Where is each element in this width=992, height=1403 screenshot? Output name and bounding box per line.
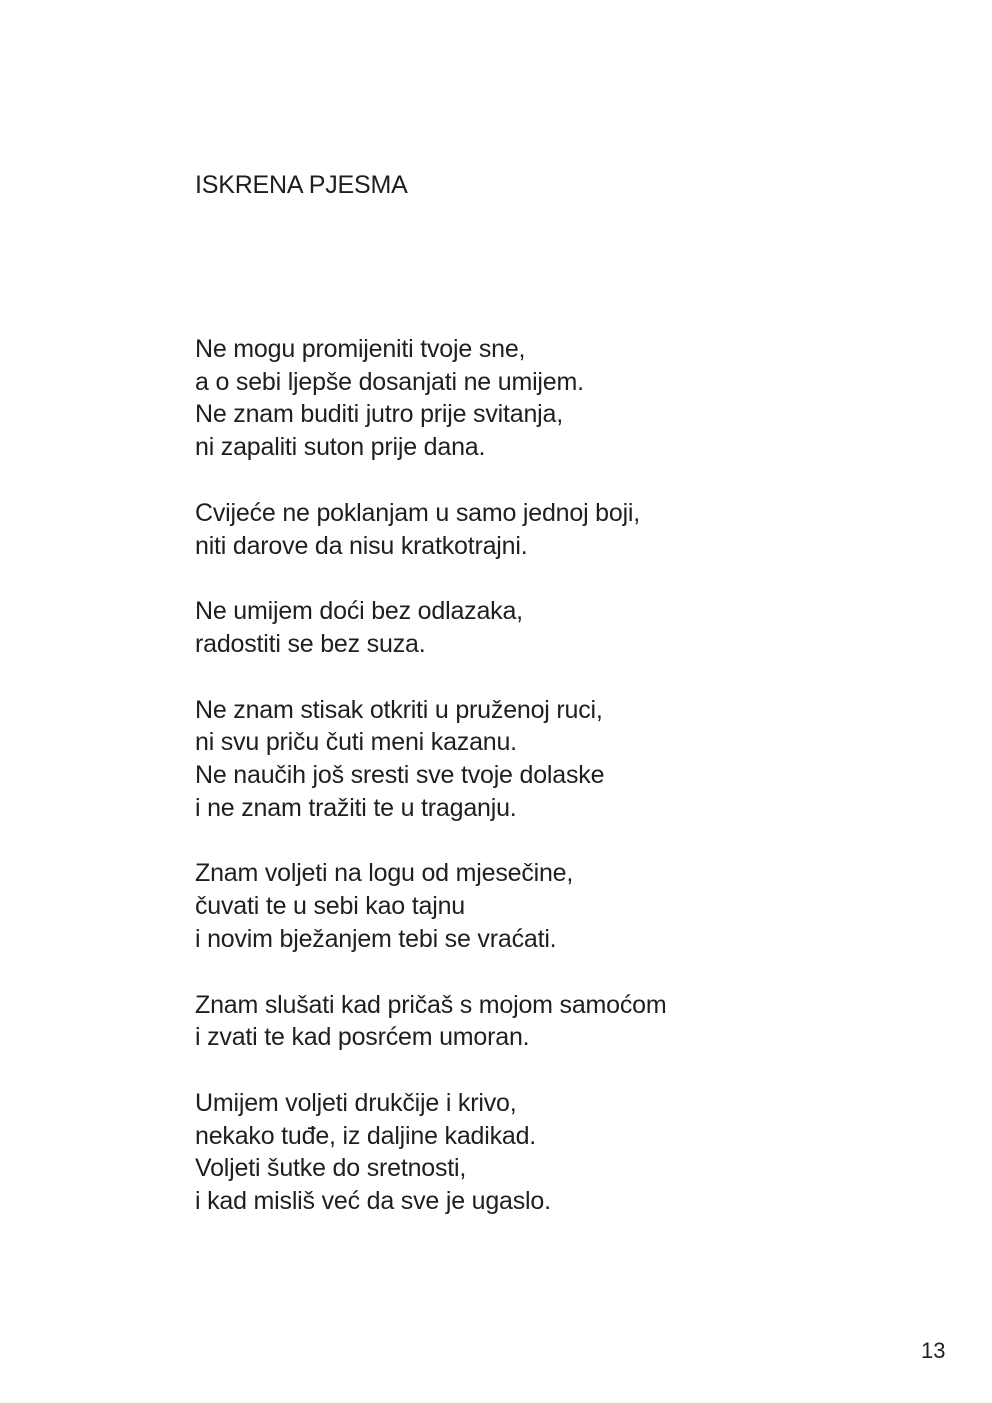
- poem-body: [195, 333, 895, 1251]
- poem-line: Ne naučih još sresti sve tvoje dolaske: [195, 761, 605, 790]
- poem-line: Ne mogu promijeniti tvoje sne,: [195, 335, 526, 363]
- poem-line: Voljeti šutke do sretnosti,: [195, 1154, 467, 1183]
- poem-line: Znam slušati kad pričaš s mojom samoćom: [195, 990, 667, 1019]
- poem-line: i zvati te kad posrćem umoran.: [195, 1023, 530, 1052]
- poem-line: Ne umijem doći bez odlazaka,: [195, 597, 523, 626]
- stanza-1: [195, 333, 895, 464]
- poem-line: a o sebi ljepše dosanjati ne umijem.: [195, 367, 584, 396]
- poem-line: Cvijeće ne poklanjam u samo jednoj boji,: [195, 498, 641, 527]
- poem-line: radostiti se bez suza.: [195, 629, 426, 658]
- stanza-2: [195, 497, 895, 562]
- stanza-4: [195, 694, 895, 825]
- stanza-3: [195, 595, 895, 660]
- poem-line: i ne znam tražiti te u traganju.: [195, 793, 517, 822]
- poem-line: nekako tuđe, iz daljine kadikad.: [195, 1121, 537, 1150]
- poem-line: niti darove da nisu kratkotrajni.: [195, 531, 528, 560]
- poem-line: i novim bježanjem tebi se vraćati.: [195, 924, 557, 953]
- poem-title: ISKRENA PJESMA: [195, 171, 408, 199]
- poem-line: Umijem voljeti drukčije i krivo,: [195, 1088, 517, 1117]
- stanza-5: [195, 857, 895, 955]
- poem-line: Znam voljeti na logu od mjesečine,: [195, 859, 574, 888]
- poem-line: Ne znam stisak otkriti u pruženoj ruci,: [195, 695, 603, 724]
- poem-line: i kad misliš već da sve je ugaslo.: [195, 1187, 551, 1216]
- poem-line: čuvati te u sebi kao tajnu: [195, 892, 465, 921]
- poem-line: Ne znam buditi jutro prije svitanja,: [195, 400, 563, 429]
- page-number: 13: [921, 1338, 946, 1363]
- poem-line: ni svu priču čuti meni kazanu.: [195, 728, 517, 757]
- stanza-7: [195, 1087, 895, 1218]
- stanza-6: [195, 989, 895, 1054]
- poem-line: ni zapaliti suton prije dana.: [195, 433, 486, 462]
